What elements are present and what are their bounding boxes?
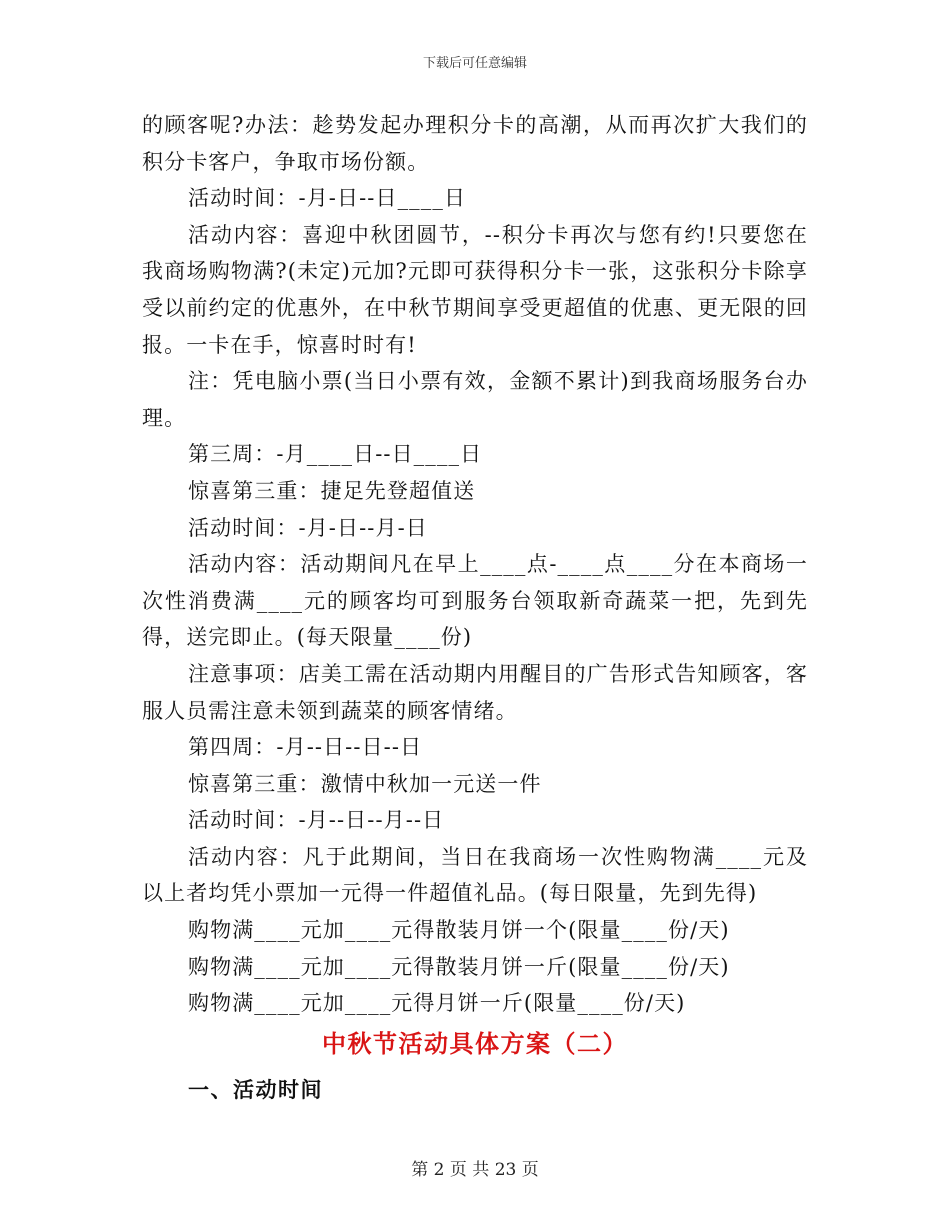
section-heading: 一、活动时间 (188, 1076, 323, 1102)
paragraph-intro-continued: 的顾客呢?办法：趁势发起办理积分卡的高潮，从而再次扩大我们的积分卡客户，争取市场份额。 (142, 113, 808, 174)
paragraph-week-three: 第三周：-月____日--日____日 (188, 442, 483, 467)
paragraph-offer-3: 购物满____元加____元得月饼一斤(限量____份/天) (188, 991, 686, 1016)
paragraph-offer-1: 购物满____元加____元得散装月饼一个(限量____份/天) (188, 918, 730, 943)
page-header: 下载后可任意编辑 (422, 56, 527, 71)
paragraph-week-four: 第四周：-月--日--日--日 (188, 735, 423, 760)
paragraph-activity-time-2: 活动时间：-月-日--月-日 (188, 515, 428, 540)
paragraph-activity-content-1: 活动内容：喜迎中秋团圆节，--积分卡再次与您有约!只要您在我商场购物满?(未定)元加?元即可获得积分卡一张，这张积分卡除享受以前约定的优惠外，在中秋节期间享受更超值的优惠、更无限的回报。一卡在手，惊喜时时有! (142, 222, 808, 357)
paragraph-offer-2: 购物满____元加____元得散装月饼一斤(限量____份/天) (188, 954, 730, 979)
paragraph-note: 注：凭电脑小票(当日小票有效，金额不累计)到我商场服务台办理。 (142, 369, 808, 430)
paragraph-surprise-three: 惊喜第三重：捷足先登超值送 (188, 478, 476, 503)
paragraph-activity-content-2: 活动内容：活动期间凡在早上____点-____点____分在本商场一次性消费满____元的顾客均可到服务台领取新奇蔬菜一把，先到先得，送完即止。(每天限量____份) (142, 552, 808, 650)
page-footer: 第 2 页 共 23 页 (411, 1160, 539, 1180)
paragraph-activity-time-1: 活动时间：-月-日--日____日 (188, 186, 467, 211)
document-body (142, 107, 808, 1108)
paragraph-activity-content-3: 活动内容：凡于此期间，当日在我商场一次性购物满____元及以上者均凭小票加一元得一件超值礼品。(每日限量，先到先得) (142, 844, 808, 906)
section-title: 中秋节活动具体方案（二） (322, 1028, 628, 1058)
paragraph-surprise-four: 惊喜第三重：激情中秋加一元送一件 (188, 771, 542, 796)
paragraph-activity-time-3: 活动时间：-月--日--月--日 (188, 808, 445, 833)
paragraph-notes-matters: 注意事项：店美工需在活动期内用醒目的广告形式告知顾客，客服人员需注意未领到蔬菜的顾客情绪。 (142, 661, 808, 723)
